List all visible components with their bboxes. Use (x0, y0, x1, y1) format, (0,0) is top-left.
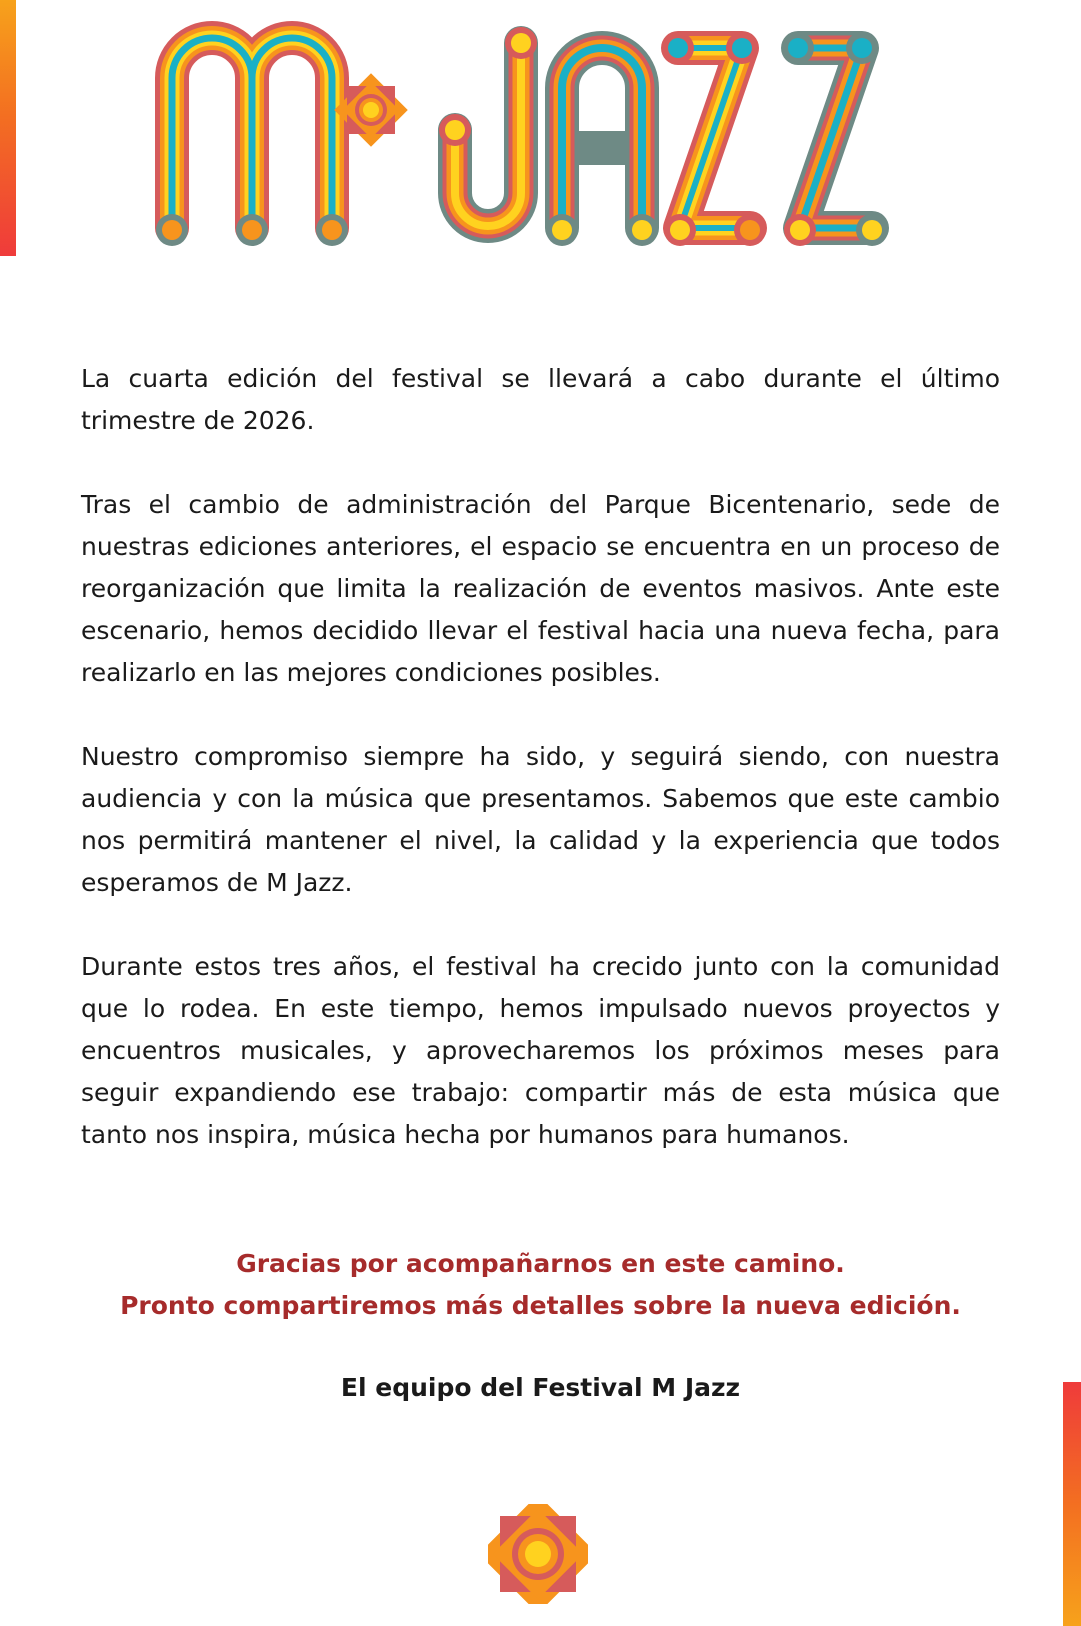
signature: El equipo del Festival M Jazz (340, 1373, 741, 1402)
closing-line-thanks: Gracias por acompañarnos en este camino. (236, 1249, 845, 1278)
announcement-body (81, 358, 1000, 1156)
closing-line-details: Pronto compartiremos más detalles sobre la nueva edición. (120, 1291, 961, 1320)
paragraph-intro: La cuarta edición del festival se llevará a cabo durante el último trimestre de 2026. (81, 364, 1000, 435)
closing-message (0, 1243, 1081, 1327)
logo-letter-m (172, 38, 332, 228)
decorative-edge-bar-left (0, 0, 16, 256)
decorative-edge-bar-right (1063, 1382, 1081, 1626)
paragraph-community: Durante estos tres años, el festival ha crecido junto con la comunidad que lo rodea. En este tiempo, hemos impulsado nuevos proyectos y encuentros musicales, y aprovecharemos los próximos meses para seguir expandiendo ese trabajo: compartir más de esta música que tanto nos inspira, música hecha por humanos para humanos. (81, 952, 1000, 1149)
logo-letter-a (562, 48, 642, 228)
logo-letter-z-second (798, 48, 872, 228)
footer-flower-icon (488, 1504, 588, 1604)
m-jazz-logo (150, 18, 930, 268)
paragraph-venue-change: Tras el cambio de administración del Parque Bicentenario, sede de nuestras ediciones anteriores, el espacio se encuentra en un proceso de reorganización que limita la realización de eventos masivos. Ante este escenario, hemos decidido llevar el festival hacia una nueva fecha, para realizarlo en las mejores condiciones posibles. (81, 490, 1000, 687)
paragraph-commitment: Nuestro compromiso siempre ha sido, y seguirá siendo, con nuestra audiencia y con la música que presentamos. Sabemos que este cambio nos permitirá mantener el nivel, la calidad y la experiencia que todos esperamos de M Jazz. (81, 742, 1000, 897)
logo-letter-z-first (678, 48, 750, 228)
